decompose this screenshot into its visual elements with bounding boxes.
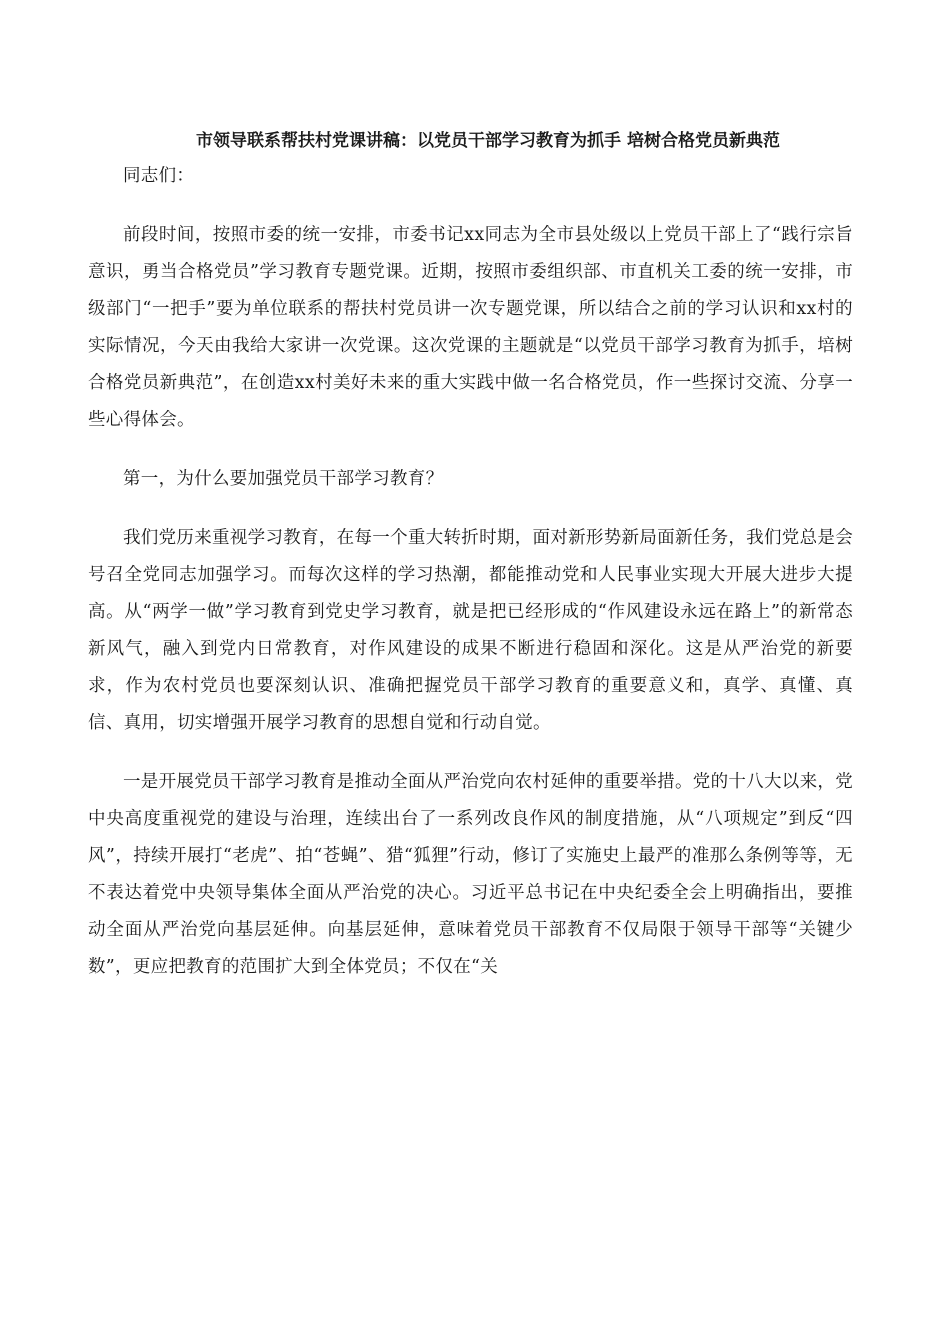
section-heading-first: 第一，为什么要加强党员干部学习教育？	[123, 469, 444, 489]
paragraph-importance: 我们党历来重视学习教育，在每一个重大转折时期，面对新形势新局面新任务，我们党总是会号召全党同志加强学习。而每次这样的学习热潮，都能推动党和人民事业实现大开展大进步大提高。从“两学一做”学习教育到党史学习教育，就是把已经形成的“作风建设永远在路上”的新常态新风气，融入到党内日常教育，对作风建设的成果不断进行稳固和深化。这是从严治党的新要求，作为农村党员也要深刻认识、准确把握党员干部学习教育的重要意义和，真学、真懂、真信、真用，切实增强开展学习教育的思想自觉和行动自觉。	[88, 528, 853, 733]
document-body	[88, 158, 853, 1008]
document-title: 市领导联系帮扶村党课讲稿：以党员干部学习教育为抓手 培树合格党员新典范	[196, 131, 780, 151]
paragraph-intro: 前段时间，按照市委的统一安排，市委书记xx同志为全市县处级以上党员干部上了“践行宗旨意识，勇当合格党员”学习教育专题党课。近期，按照市委组织部、市直机关工委的统一安排，市级部门“一把手”要为单位联系的帮扶村党员讲一次专题党课，所以结合之前的学习认识和xx村的实际情况，今天由我给大家讲一次党课。这次党课的主题就是“以党员干部学习教育为抓手，培树合格党员新典范”，在创造xx村美好未来的重大实践中做一名合格党员，作一些探讨交流、分享一些心得体会。	[88, 225, 853, 430]
paragraph-point-one: 一是开展党员干部学习教育是推动全面从严治党向农村延伸的重要举措。党的十八大以来，党中央高度重视党的建设与治理，连续出台了一系列改良作风的制度措施，从“八项规定”到反“四风”，持续开展打“老虎”、拍“苍蝇”、猎“狐狸”行动，修订了实施史上最严的准那么条例等等，无不表达着党中央领导集体全面从严治党的决心。习近平总书记在中央纪委全会上明确指出，要推动全面从严治党向基层延伸。向基层延伸，意味着党员干部教育不仅局限于领导干部等“关键少数”，更应把教育的范围扩大到全体党员；不仅在“关	[88, 772, 853, 977]
salutation: 同志们：	[123, 166, 195, 186]
